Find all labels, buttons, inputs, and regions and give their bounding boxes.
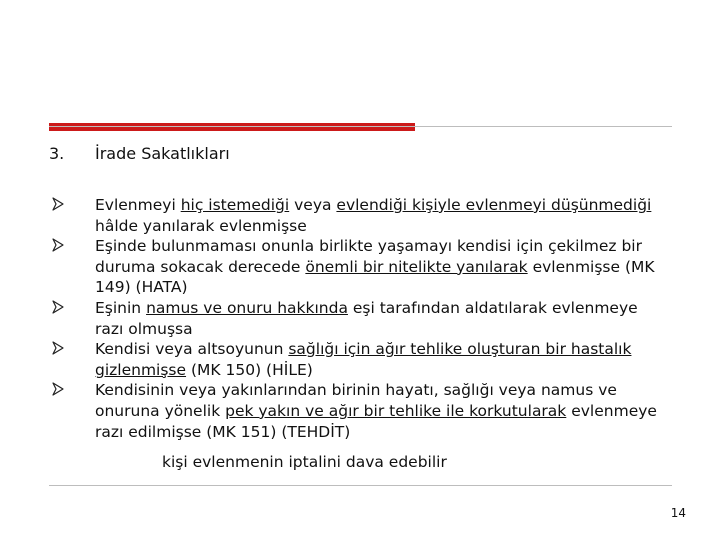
underlined-phrase: namus ve onuru hakkında <box>146 298 348 317</box>
underlined-phrase: sağlığı için ağır tehlike oluşturan bir hastalık gizlenmişse <box>95 340 632 379</box>
text-run: veya <box>289 196 337 214</box>
bullet-item <box>49 339 659 380</box>
text-run: Kendisi veya altsoyunun <box>95 340 289 359</box>
bullet-item <box>49 298 659 339</box>
bullet-item <box>49 236 659 298</box>
text-run: eşi tarafından aldatılarak evlenmeye razı olmuşsa <box>95 298 638 338</box>
bullet-text <box>95 339 659 380</box>
underlined-phrase: evlendiği kişiyle evlenmeyi düşünmediği <box>336 196 652 214</box>
text-run: (MK 150) (HİLE) <box>186 360 313 379</box>
title-rule <box>49 126 672 127</box>
text-run: evlenmeye razı edilmişse (MK 151) (TEHDİT) <box>95 401 657 441</box>
text-run: Evlenmeyi <box>95 196 181 214</box>
arrow-bullet-icon <box>52 382 64 396</box>
bullet-text <box>95 195 659 236</box>
arrow-bullet-icon <box>52 341 64 355</box>
arrow-bullet-icon <box>52 238 64 252</box>
title-accent-bar <box>49 123 415 131</box>
bullet-text <box>95 298 659 339</box>
conclusion-line: kişi evlenmenin iptalini dava edebilir <box>162 453 447 471</box>
arrow-bullet-icon <box>52 300 64 314</box>
arrow-bullet-icon <box>52 197 64 211</box>
bullet-list <box>49 195 659 442</box>
underlined-phrase: pek yakın ve ağır bir tehlike ile korkutularak <box>225 401 567 420</box>
text-run: Eşinde bulunmaması onunla birlikte yaşamayı kendisi için çekilmez bir duruma sokacak derecede <box>95 237 642 276</box>
page-number: 14 <box>670 506 686 520</box>
section-title: İrade Sakatlıkları <box>95 144 230 163</box>
bullet-text <box>95 236 659 298</box>
section-number: 3. <box>49 144 65 163</box>
bullet-text <box>95 380 659 442</box>
text-run: Kendisinin veya yakınlarından birinin hayatı, sağlığı veya namus ve onuruna yönelik <box>95 381 617 420</box>
bullet-item <box>49 195 659 236</box>
underlined-phrase: önemli bir nitelikte yanılarak <box>305 257 528 276</box>
footer-rule <box>49 485 672 486</box>
text-run: evlenmişse (MK 149) (HATA) <box>95 257 655 297</box>
text-run: Eşinin <box>95 298 147 317</box>
bullet-item <box>49 380 659 442</box>
underlined-phrase: hiç istemediği <box>180 196 290 214</box>
text-run: hâlde yanılarak evlenmişse <box>95 216 307 235</box>
